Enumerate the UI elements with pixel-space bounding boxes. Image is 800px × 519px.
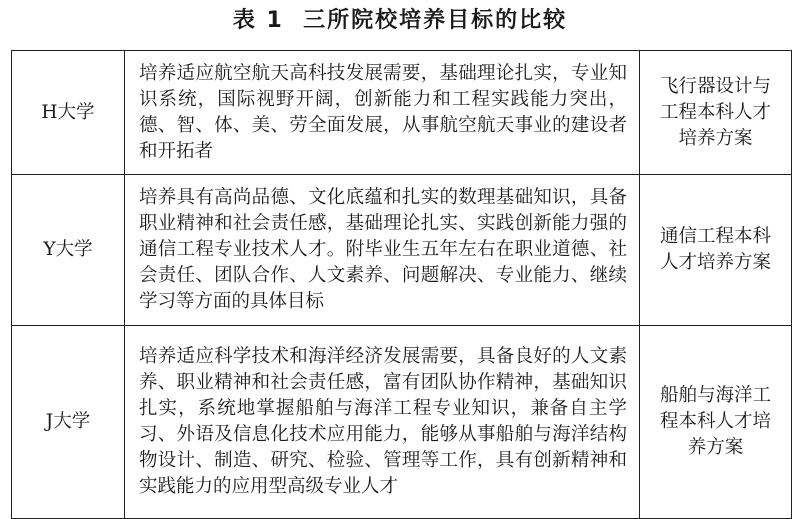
table-row [12, 51, 792, 175]
training-plan-cell: 船舶与海洋工程本科人才培养方案 [640, 326, 792, 519]
training-goal-cell: 培养适应航空航天高科技发展需要，基础理论扎实，专业知识系统，国际视野开阔，创新能力和工程实践能力突出，德、智、体、美、劳全面发展，从事航空航天事业的建设者和开拓者 [125, 51, 640, 175]
training-goal-cell: 培养具有高尚品德、文化底蕴和扎实的数理基础知识，具备职业精神和社会责任感，基础理论扎实、实践创新能力强的通信工程专业技术人才。附毕业生五年左右在职业道德、社会责任、团队合作、人文素养、问题解决、专业能力、继续学习等方面的具体目标 [125, 175, 640, 326]
table-row [12, 326, 792, 519]
training-goal-cell: 培养适应科学技术和海洋经济发展需要，具备良好的人文素养、职业精神和社会责任感，富有团队协作精神，基础知识扎实，系统地掌握船舶与海洋工程专业知识，兼备自主学习、外语及信息化技术应用能力，能够从事船舶与海洋结构物设计、制造、研究、检验、管理等工作，具有创新精神和实践能力的应用型高级专业人才 [125, 326, 640, 519]
training-plan-cell: 通信工程本科人才培养方案 [640, 175, 792, 326]
table-row [12, 175, 792, 326]
university-cell: H大学 [12, 51, 125, 175]
university-cell: J大学 [12, 326, 125, 519]
table-caption: 表 1 三所院校培养目标的比较 [232, 8, 568, 33]
comparison-table [11, 50, 792, 519]
university-cell: Y大学 [12, 175, 125, 326]
training-plan-cell: 飞行器设计与工程本科人才培养方案 [640, 51, 792, 175]
